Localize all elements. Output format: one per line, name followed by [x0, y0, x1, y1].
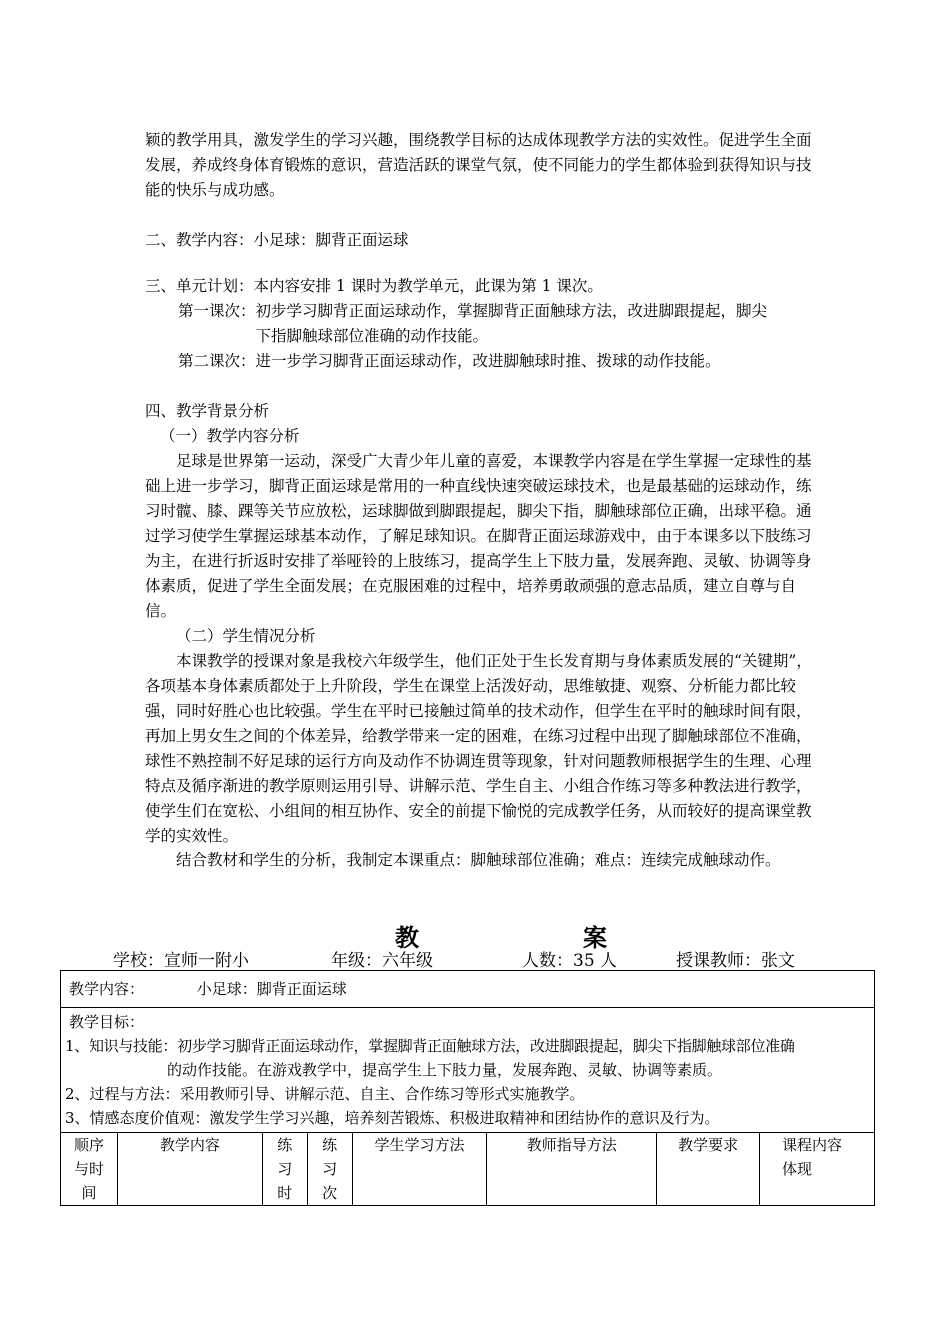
- second-lesson-text: 进一步学习脚背正面运球动作，改进脚触球时推、拨球的动作技能。: [255, 352, 721, 370]
- goal-1-line1: 1、知识与技能：初步学习脚背正面运球动作，掌握脚背正面触球方法，改进脚跟提起，脚尖下指脚触球部位准确: [65, 1037, 795, 1055]
- header-practice-time: 练习时: [262, 1133, 307, 1206]
- goal-1-line2: 的动作技能。在游戏教学中，提高学生上下肢力量，发展奔跑、灵敏、协调等素质。: [167, 1061, 723, 1079]
- header-requirements: 教学要求: [657, 1133, 760, 1206]
- first-lesson-text-line1: 初步学习脚背正面运球动作，掌握脚背正面触球方法，改进脚跟提起，脚尖: [255, 302, 768, 320]
- teaching-content-value: 小足球：脚背正面运球: [196, 980, 347, 998]
- goal-3: 3、情感态度价值观：激发学生学习兴趣，培养刻苦锻炼、积极进取精神和团结协作的意识及行为。: [65, 1109, 720, 1127]
- header-practice-count: 练习次: [307, 1133, 352, 1206]
- content-analysis-paragraph: 足球是世界第一运动，深受广大青少年儿童的喜爱，本课教学内容是在学生掌握一定球性的基础上进一步学习，脚背正面运球是常用的一种直线快速突破运球技术，也是最基础的运球动作，练习时髋、膝、踝等关节应放松，运球脚做到脚跟提起，脚尖下指，脚触球部位正确，出球平稳。通过学习使学生掌握运球基本动作，了解足球知识。在脚背正面运球游戏中，由于本课多以下肢练习为主，在进行折返时安排了举哑铃的上肢练习，提高学生上下肢力量，发展奔跑、灵敏、协调等身体素质，促进了学生全面发展；在克服困难的过程中，培养勇敢顽强的意志品质，建立自尊与自信。: [145, 452, 812, 620]
- grade-field: 年级：六年级: [331, 951, 433, 971]
- table-header-row: [61, 1133, 875, 1206]
- first-lesson-plan: [178, 299, 818, 349]
- section-3-unit-plan: 三、单元计划：本内容安排 1 课时为教学单元，此课为第 1 课次。: [145, 277, 603, 295]
- first-lesson-text-line2: 下指脚触球部位准确的动作技能。: [255, 327, 489, 345]
- subsection-student-analysis: （二）学生情况分析: [176, 627, 316, 645]
- goal-2: 2、过程与方法：采用教师引导、讲解示范、自主、合作练习等形式实施教学。: [65, 1085, 585, 1103]
- second-lesson-plan: [178, 349, 818, 374]
- header-order-time: 顺序与时间: [61, 1133, 118, 1206]
- teacher-field: 授课教师：张文: [676, 951, 795, 971]
- second-lesson-label: 第二课次：: [178, 352, 256, 370]
- header-course-embodiment: 课程内容体现: [760, 1133, 875, 1206]
- teaching-content-row: [61, 971, 875, 1008]
- school-field: 学校：宣师一附小: [113, 951, 249, 971]
- header-teaching-content: 教学内容: [117, 1133, 262, 1206]
- header-student-method: 学生学习方法: [352, 1133, 487, 1206]
- student-analysis-paragraph: 本课教学的授课对象是我校六年级学生，他们正处于生长发育期与身体素质发展的“关键期”，各项基本身体素质都处于上升阶段，学生在课堂上活泼好动，思维敏捷、观察、分析能力都比较强，同时好胜心也比较强。学生在平时已接触过简单的技术动作，但学生在平时的触球时间有限，再加上男女生之间的个体差异，给教学带来一定的困难，在练习过程中出现了脚触球部位不准确，球性不熟控制不好足球的运行方向及动作不协调连贯等现象，针对问题教师根据学生的生理、心理特点及循序渐进的教学原则运用引导、讲解示范、学生自主、小组合作练习等多种教法进行教学，使学生们在宽松、小组间的相互协作、安全的前提下愉悦的完成教学任务，从而较好的提高课堂教学的实效性。: [145, 652, 812, 845]
- continuation-paragraph: 颖的教学用具，激发学生的学习兴趣，围绕教学目标的达成体现教学方法的实效性。促进学生全面发展，养成终身体育锻炼的意识，营造活跃的课堂气氛，使不同能力的学生都体验到获得知识与技能的快乐与成功感。: [145, 131, 812, 199]
- title-char-2: 案: [583, 923, 607, 952]
- teaching-content-label: 教学内容：: [69, 980, 145, 998]
- subsection-content-analysis: （一）教学内容分析: [160, 427, 300, 445]
- section-4-background-analysis: 四、教学背景分析: [145, 402, 270, 420]
- lesson-plan-table: [60, 970, 875, 1206]
- header-teacher-method: 教师指导方法: [487, 1133, 657, 1206]
- key-points-paragraph: 结合教材和学生的分析，我制定本课重点：脚触球部位准确；难点：连续完成触球动作。: [176, 851, 781, 869]
- first-lesson-label: 第一课次：: [178, 302, 256, 320]
- student-count-field: 人数：35 人: [522, 951, 618, 971]
- goals-label: 教学目标：: [69, 1013, 145, 1031]
- section-2-teaching-content: 二、教学内容：小足球：脚背正面运球: [145, 231, 409, 249]
- teaching-goals-row: [61, 1008, 875, 1133]
- title-char-1: 教: [395, 923, 419, 952]
